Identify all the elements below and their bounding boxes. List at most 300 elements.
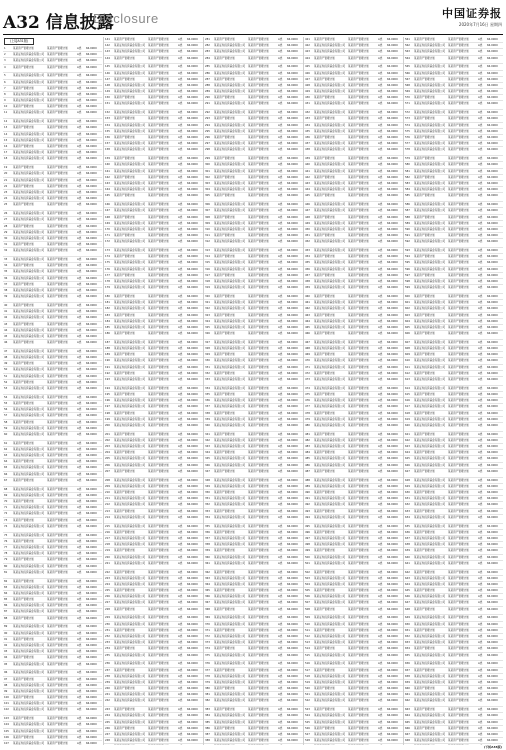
table-cell: 66.0000 [86, 316, 97, 320]
table-cell: 某某资产管理计划 [114, 628, 135, 632]
table-cell: 213 [105, 509, 110, 513]
table-cell: A类 [478, 530, 483, 534]
table-cell: A类 [478, 484, 483, 488]
table-cell: A类 [77, 80, 82, 84]
table-cell: 某某证券投资基金有限公司 [314, 123, 346, 127]
table-cell: 66.0000 [487, 365, 498, 369]
table-row [404, 377, 503, 386]
table-cell: 66.0000 [86, 402, 97, 405]
table-cell: 66.0000 [86, 145, 97, 149]
table-cell: A类 [278, 227, 283, 231]
table-cell: 66.0000 [387, 96, 398, 100]
table-cell: 66.0000 [187, 347, 198, 351]
table-cell: 66.0000 [487, 641, 498, 645]
table-cell: 某某资产管理计划 [348, 157, 369, 161]
table-cell: A类 [478, 169, 483, 173]
table-cell: 66.0000 [86, 524, 97, 528]
table-cell: 某某证券投资基金有限公司 [314, 307, 346, 311]
table-cell: 617 [405, 405, 410, 409]
table-cell: 66.0000 [287, 359, 298, 363]
table-cell: A类 [478, 693, 483, 697]
table-cell: 348 [205, 478, 210, 482]
table-cell: 某某证券投资基金有限公司 [414, 319, 446, 323]
table-cell: 422 [305, 44, 310, 48]
table-cell: 某某资产管理计划 [148, 240, 169, 244]
table-cell: 某某证券投资基金有限公司 [13, 708, 45, 712]
table-cell: 66.0000 [187, 71, 198, 75]
table-row [204, 147, 303, 156]
table-cell: 66.0000 [487, 188, 498, 192]
table-cell: 某某资产管理计划 [248, 693, 269, 697]
table-cell: 234 [105, 647, 110, 651]
table-cell: A类 [77, 86, 82, 90]
table-cell: 66.0000 [287, 169, 298, 173]
table-cell: A类 [178, 50, 183, 54]
table-cell: 某某资产管理计划 [348, 188, 369, 192]
table-cell: 504 [305, 582, 310, 586]
table-cell: 597 [405, 273, 410, 277]
table-cell: 66.0000 [187, 497, 198, 501]
table-cell: 某某资产管理计划 [414, 255, 435, 259]
table-cell: 某某证券投资基金有限公司 [314, 543, 346, 547]
table-cell: 某某资产管理计划 [248, 530, 269, 534]
table-cell: 572 [405, 111, 410, 115]
table-cell: 某某资产管理计划 [248, 56, 269, 60]
table-cell: 344 [205, 451, 210, 455]
table-cell: 某某证券投资基金有限公司 [13, 59, 45, 63]
table-cell: 某某资产管理计划 [314, 530, 335, 534]
table-cell: A类 [478, 319, 483, 323]
table-cell: A类 [478, 240, 483, 244]
table-cell: 45 [4, 334, 8, 338]
table-cell: 66.0000 [287, 589, 298, 593]
table-cell: 66.0000 [487, 102, 498, 106]
table-cell: 494 [305, 515, 310, 519]
table-cell: 某某资产管理计划 [448, 249, 469, 253]
table-cell: 66.0000 [487, 294, 498, 298]
table-cell: 651 [405, 628, 410, 632]
table-cell: 某某资产管理计划 [13, 184, 34, 188]
table-cell: A类 [478, 181, 483, 185]
table-cell: 316 [205, 267, 210, 271]
table-cell: 某某证券投资基金有限公司 [314, 203, 346, 207]
table-cell: 某某证券投资基金有限公司 [13, 157, 45, 161]
table-cell: A类 [278, 255, 283, 259]
table-row [204, 101, 303, 110]
table-cell: 某某资产管理计划 [348, 332, 369, 336]
table-cell: 某某资产管理计划 [47, 570, 68, 574]
table-cell: 66.0000 [387, 739, 398, 743]
table-cell: A类 [77, 203, 82, 207]
table-cell: 某某资产管理计划 [448, 347, 469, 351]
table-cell: 某某资产管理计划 [214, 708, 235, 712]
table-cell: 66.0000 [187, 438, 198, 442]
table-cell: A类 [77, 380, 82, 384]
table-cell: 某某资产管理计划 [448, 668, 469, 672]
table-cell: 某某资产管理计划 [248, 255, 269, 259]
table-cell: 66.0000 [387, 136, 398, 140]
table-cell: 292 [205, 111, 210, 115]
table-cell: 某某资产管理计划 [314, 589, 335, 593]
table-cell: 某某资产管理计划 [148, 576, 169, 580]
table-cell: 66.0000 [387, 386, 398, 390]
table-cell: 某某资产管理计划 [148, 50, 169, 54]
table-cell: 469 [305, 353, 310, 357]
table-cell: 66.0000 [487, 582, 498, 586]
table-cell: 某某证券投资基金有限公司 [414, 601, 446, 605]
table-cell: 某某证券投资基金有限公司 [13, 466, 45, 470]
table-cell: 某某证券投资基金有限公司 [13, 74, 45, 78]
table-cell: 66.0000 [187, 194, 198, 198]
table-cell: 66.0000 [187, 386, 198, 390]
table-cell: 644 [405, 582, 410, 586]
table-cell: 66.0000 [187, 301, 198, 305]
table-cell: 某某资产管理计划 [148, 451, 169, 455]
table-cell: 某某资产管理计划 [448, 739, 469, 743]
table-cell: 某某资产管理计划 [248, 181, 269, 185]
table-cell: 某某资产管理计划 [348, 378, 369, 382]
table-cell: 某某资产管理计划 [214, 668, 235, 672]
table-cell: 某某证券投资基金有限公司 [214, 438, 246, 442]
table-cell: 某某资产管理计划 [348, 56, 369, 60]
table-cell: 某某资产管理计划 [214, 607, 235, 611]
table-cell: 某某证券投资基金有限公司 [214, 662, 246, 666]
table-cell: 66.0000 [387, 365, 398, 369]
table-cell: 66.0000 [487, 478, 498, 482]
table-cell: A类 [278, 261, 283, 265]
table-cell: 某某资产管理计划 [148, 319, 169, 323]
table-cell: 某某资产管理计划 [114, 432, 135, 436]
table-cell: 66.0000 [387, 181, 398, 185]
table-cell: A类 [178, 576, 183, 580]
table-cell: 66.0000 [487, 123, 498, 127]
table-cell: 某某资产管理计划 [348, 708, 369, 712]
table-cell: 68 [4, 487, 8, 491]
table-cell: A类 [478, 555, 483, 559]
table-cell: A类 [478, 524, 483, 528]
table-cell: 某某资产管理计划 [348, 71, 369, 75]
table-cell: 226 [105, 595, 110, 599]
table-cell: 某某资产管理计划 [348, 641, 369, 645]
table-cell: 66.0000 [86, 295, 97, 299]
table-cell: 某某资产管理计划 [148, 469, 169, 473]
table-cell: A类 [278, 142, 283, 146]
table-cell: 某某资产管理计划 [148, 203, 169, 207]
table-cell: 302 [205, 175, 210, 179]
table-cell: 某某资产管理计划 [114, 194, 135, 198]
table-cell: 某某资产管理计划 [448, 273, 469, 277]
table-cell: 某某资产管理计划 [13, 518, 34, 522]
table-cell: A类 [178, 261, 183, 265]
table-cell: 66.0000 [187, 451, 198, 455]
table-cell: 某某资产管理计划 [414, 194, 435, 198]
table-cell: 66.0000 [487, 653, 498, 657]
table-cell: 某某资产管理计划 [47, 696, 68, 700]
table-cell: A类 [178, 647, 183, 651]
table-cell: 66.0000 [86, 487, 97, 491]
table-cell: 某某证券投资基金有限公司 [13, 249, 45, 253]
table-cell: 66.0000 [487, 601, 498, 605]
table-cell: 某某资产管理计划 [414, 411, 435, 415]
table-cell: 某某资产管理计划 [448, 255, 469, 259]
table-cell: 某某资产管理计划 [148, 90, 169, 94]
table-cell: A类 [378, 641, 383, 645]
table-cell: 66.0000 [86, 426, 97, 430]
table-cell: 424 [305, 56, 310, 60]
table-cell: 某某资产管理计划 [47, 598, 68, 602]
table-cell: 66.0000 [487, 163, 498, 167]
table-cell: A类 [478, 340, 483, 344]
table-cell: 622 [405, 438, 410, 442]
table-cell: 224 [105, 582, 110, 586]
table-cell: 某某资产管理计划 [13, 243, 34, 247]
table-cell: 某某资产管理计划 [214, 469, 235, 473]
table-cell: 53 [4, 387, 8, 391]
table-cell: 66.0000 [287, 279, 298, 283]
table-cell: 99 [4, 689, 8, 693]
table-cell: 某某资产管理计划 [348, 405, 369, 409]
table-cell: 某某资产管理计划 [248, 44, 269, 48]
table-cell: 66.0000 [387, 340, 398, 344]
table-cell: 某某证券投资基金有限公司 [114, 325, 146, 329]
table-cell: 某某证券投资基金有限公司 [314, 319, 346, 323]
table-cell: 521 [305, 693, 310, 697]
table-cell: 66.0000 [287, 739, 298, 743]
table-cell: 某某资产管理计划 [214, 234, 235, 238]
table-cell: 382 [205, 699, 210, 703]
table-cell: 480 [305, 423, 310, 427]
table-cell: 某某资产管理计划 [248, 136, 269, 140]
table-cell: 155 [105, 129, 110, 133]
table-cell: 147 [105, 77, 110, 81]
table-cell: 某某资产管理计划 [348, 647, 369, 651]
table-cell: 66.0000 [86, 454, 97, 458]
table-cell: 某某资产管理计划 [47, 99, 68, 103]
table-cell: 528 [305, 739, 310, 743]
table-cell: 某某证券投资基金有限公司 [114, 536, 146, 540]
table-cell: 290 [205, 96, 210, 100]
table-cell: A类 [178, 445, 183, 449]
table-cell: A类 [378, 726, 383, 730]
table-cell: 66.0000 [387, 175, 398, 179]
table-cell: 66.0000 [86, 708, 97, 712]
table-cell: A类 [278, 353, 283, 357]
table-cell: 66.0000 [387, 50, 398, 54]
table-cell: A类 [478, 347, 483, 351]
table-cell: 66.0000 [287, 555, 298, 559]
table-cell: 66.0000 [86, 341, 97, 345]
table-cell: 66.0000 [387, 313, 398, 317]
table-cell: 某某证券投资基金有限公司 [314, 582, 346, 586]
table-cell: 149 [105, 90, 110, 94]
table-cell: 66.0000 [86, 178, 97, 182]
table-cell: 某某资产管理计划 [348, 365, 369, 369]
table-cell: 66.0000 [387, 438, 398, 442]
table-cell: 107 [4, 742, 9, 745]
table-cell: A类 [478, 469, 483, 473]
table-cell: 某某资产管理计划 [47, 631, 68, 635]
table-cell: 某某资产管理计划 [448, 714, 469, 718]
table-cell: 某某资产管理计划 [248, 674, 269, 678]
table-cell: 某某资产管理计划 [148, 503, 169, 507]
table-cell: 某某证券投资基金有限公司 [414, 203, 446, 207]
table-cell: 某某资产管理计划 [314, 294, 335, 298]
table-cell: 某某资产管理计划 [214, 589, 235, 593]
table-cell: 52 [4, 380, 8, 384]
table-cell: 196 [105, 399, 110, 403]
table-cell: A类 [378, 509, 383, 513]
table-cell: 66.0000 [187, 647, 198, 651]
table-cell: 某某证券投资基金有限公司 [314, 386, 346, 390]
table-cell: 232 [105, 634, 110, 638]
table-cell: 某某证券投资基金有限公司 [314, 325, 346, 329]
table-cell: A类 [378, 77, 383, 81]
table-cell: A类 [478, 77, 483, 81]
table-cell: A类 [178, 181, 183, 185]
table-cell: A类 [77, 387, 82, 391]
table-cell: 618 [405, 411, 410, 415]
table-cell: 65 [4, 466, 8, 470]
table-cell: 某某资产管理计划 [47, 558, 68, 562]
table-cell: 667 [405, 733, 410, 737]
table-cell: 某某资产管理计划 [348, 169, 369, 173]
table-cell: 某某资产管理计划 [248, 616, 269, 620]
table-cell: 某某资产管理计划 [148, 273, 169, 277]
table-cell: 66.0000 [287, 249, 298, 253]
table-cell: 368 [205, 607, 210, 611]
table-cell: 某某证券投资基金有限公司 [414, 515, 446, 519]
table-cell: 某某资产管理计划 [348, 674, 369, 678]
table-cell: A类 [278, 347, 283, 351]
table-cell: 66.0000 [487, 515, 498, 519]
table-cell: 66.0000 [487, 589, 498, 593]
table-cell: 某某资产管理计划 [448, 589, 469, 593]
table-cell: 66.0000 [187, 181, 198, 185]
table-cell: 某某资产管理计划 [214, 371, 235, 375]
table-cell: A类 [278, 536, 283, 540]
table-cell: A类 [178, 347, 183, 351]
table-cell: 某某资产管理计划 [248, 123, 269, 127]
table-cell: 某某证券投资基金有限公司 [214, 359, 246, 363]
table-cell: 427 [305, 77, 310, 81]
table-cell: 376 [205, 662, 210, 666]
table-cell: 66.0000 [487, 549, 498, 553]
table-cell: 某某资产管理计划 [448, 641, 469, 645]
table-cell [378, 744, 386, 745]
table-cell: 223 [105, 576, 110, 580]
table-cell: 66.0000 [387, 227, 398, 231]
table-cell: A类 [178, 267, 183, 271]
table-cell: 66.0000 [287, 484, 298, 488]
table-cell: 466 [305, 332, 310, 336]
table-cell: A类 [77, 487, 82, 491]
table-cell: 66.0000 [387, 549, 398, 553]
table-cell: A类 [278, 386, 283, 390]
table-cell: 某某资产管理计划 [314, 570, 335, 574]
table-cell: 46 [4, 341, 8, 345]
table-cell: 455 [305, 261, 310, 265]
table-cell: 某某资产管理计划 [448, 44, 469, 48]
table-cell: A类 [278, 589, 283, 593]
table-cell: 66.0000 [287, 524, 298, 528]
table-cell: 某某证券投资基金有限公司 [314, 622, 346, 626]
table-cell: 某某资产管理计划 [348, 175, 369, 179]
table-cell: A类 [378, 142, 383, 146]
table-cell: 某某证券投资基金有限公司 [414, 325, 446, 329]
table-cell: A类 [378, 399, 383, 403]
table-cell: 487 [305, 469, 310, 473]
table-cell: 某某证券投资基金有限公司 [114, 622, 146, 626]
table-cell: 某某资产管理计划 [248, 96, 269, 100]
table-cell: 某某资产管理计划 [348, 83, 369, 87]
table-cell: 326 [205, 332, 210, 336]
table-cell: 某某资产管理计划 [47, 138, 68, 142]
table-cell: 668 [405, 739, 410, 743]
table-cell: 某某资产管理计划 [448, 469, 469, 473]
table-cell: 某某资产管理计划 [414, 117, 435, 121]
table-cell: 某某证券投资基金有限公司 [13, 591, 45, 595]
table-cell: 某某资产管理计划 [414, 607, 435, 611]
table-cell: 某某证券投资基金有限公司 [314, 634, 346, 638]
table-cell: 66.0000 [187, 353, 198, 357]
table-cell: 某某资产管理计划 [248, 549, 269, 553]
table-cell: 199 [105, 417, 110, 421]
table-cell: 66.0000 [187, 249, 198, 253]
table-cell: 某某证券投资基金有限公司 [114, 301, 146, 305]
table-cell: 66.0000 [187, 44, 198, 48]
table-cell: 某某资产管理计划 [348, 227, 369, 231]
table-cell: 某某资产管理计划 [448, 96, 469, 100]
table-cell: 500 [305, 555, 310, 559]
table-cell: 66.0000 [86, 545, 97, 549]
table-cell: 66.0000 [187, 708, 198, 712]
table-cell: 380 [205, 687, 210, 691]
table-cell: A类 [278, 524, 283, 528]
table-cell: A类 [478, 601, 483, 605]
table-cell: 66.0000 [86, 138, 97, 142]
table-cell: 198 [105, 411, 110, 415]
table-cell: 某某证券投资基金有限公司 [314, 423, 346, 427]
table-cell: 某某资产管理计划 [448, 417, 469, 421]
table-cell: 66.0000 [487, 215, 498, 219]
table-cell: 某某证券投资基金有限公司 [414, 405, 446, 409]
table-cell: 358 [205, 543, 210, 547]
table-cell: A类 [378, 307, 383, 311]
table-cell: 某某证券投资基金有限公司 [114, 457, 146, 461]
table-cell: 66.0000 [387, 714, 398, 718]
table-cell: 某某资产管理计划 [214, 215, 235, 219]
table-cell: 某某资产管理计划 [448, 622, 469, 626]
table-cell: A类 [478, 549, 483, 553]
table-cell: 627 [405, 469, 410, 473]
table-cell: A类 [77, 243, 82, 247]
table-cell: A类 [278, 445, 283, 449]
table-cell: 某某资产管理计划 [348, 215, 369, 219]
table-cell: 某某资产管理计划 [348, 249, 369, 253]
table-cell: 某某资产管理计划 [148, 714, 169, 718]
table-cell: 某某资产管理计划 [448, 142, 469, 146]
table-cell: 640 [405, 555, 410, 559]
table-cell: 66.0000 [487, 157, 498, 161]
table-cell: 某某资产管理计划 [47, 230, 68, 234]
table-cell: A类 [77, 65, 82, 69]
table-row [104, 469, 203, 478]
table-cell: 某某资产管理计划 [448, 438, 469, 442]
table-cell: 450 [305, 227, 310, 231]
table-cell: 某某证券投资基金有限公司 [114, 279, 146, 283]
table-cell: A类 [278, 181, 283, 185]
table-cell: 某某资产管理计划 [47, 585, 68, 589]
